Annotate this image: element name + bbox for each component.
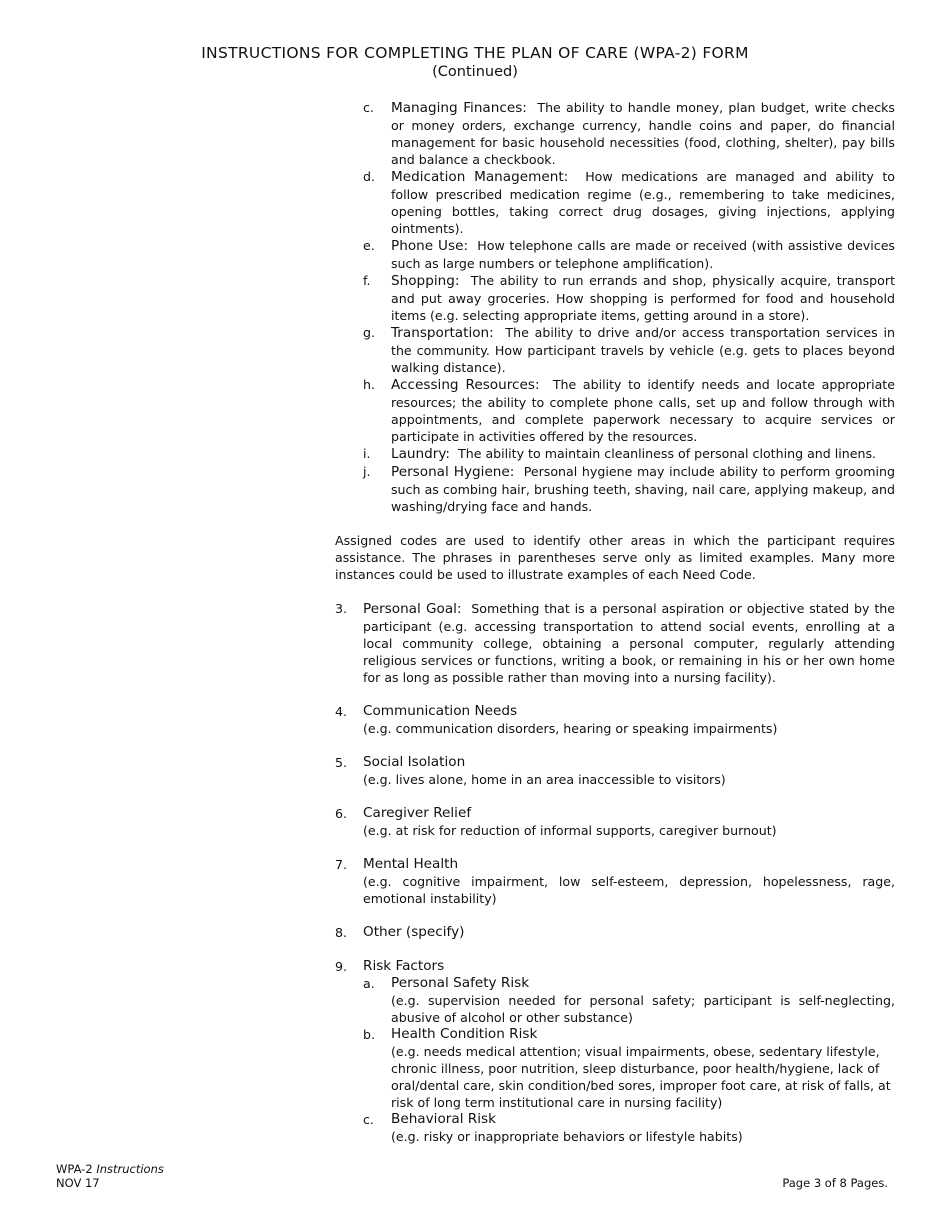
item-text: The ability to drive and/or access transportation services in the community. How participant travels by vehicle (e.g. gets to places beyond walking distance). [391,325,895,375]
item-letter: c. [363,1112,374,1127]
footer-form-id [56,1162,164,1190]
item-label: Medication Management: [391,169,569,185]
list-item [363,324,895,376]
item-example: (e.g. lives alone, home in an area inaccessible to visitors) [363,772,726,787]
item-number: 6. [335,806,348,821]
item-label: Mental Health [363,856,459,872]
item-label: Accessing Resources: [391,377,540,393]
item-number: 7. [335,857,348,872]
page-title: INSTRUCTIONS FOR COMPLETING THE PLAN OF CARE (WPA-2) FORM [201,44,749,62]
risk-subitem [363,1111,895,1145]
item-letter: h. [363,377,375,392]
item-label: Shopping: [391,273,460,289]
item-label: Laundry: [391,446,450,462]
item-text: Something that is a personal aspiration or objective stated by the participant (e.g. accessing transportation to attend social events, enrolling at a local community college, obtaining a personal computer, regularly attending religious services or functions, writing a book, or remaining in his or her own home for as long as possible rather than moving into a nursing facility). [363,601,895,685]
item-example: (e.g. at risk for reduction of informal supports, caregiver burnout) [363,823,777,838]
item-label: Other (specify) [363,924,465,940]
item-text: How medications are managed and ability to follow prescribed medication regime (e.g., remembering to take medicines, opening bottles, taking correct drug dosages, giving injections, applying ointments). [391,169,895,236]
item-label: Behavioral Risk [391,1111,496,1127]
item-label: Personal Goal: [363,601,462,617]
item-label: Personal Safety Risk [391,975,530,991]
item-text: How telephone calls are made or received (with assistive devices such as large numbers or telephone amplification). [391,238,895,271]
item-letter: f. [363,273,371,288]
list-item [363,376,895,445]
numbered-item-6 [335,805,895,839]
item-letter: a. [363,976,375,991]
list-item [363,99,895,168]
numbered-item-8 [335,924,895,941]
item-number: 9. [335,959,348,974]
form-id: WPA-2 [56,1162,93,1176]
numbered-item-4 [335,703,895,737]
risk-subitem [363,975,895,1026]
item-number: 5. [335,755,348,770]
numbered-item-7 [335,856,895,907]
item-label: Managing Finances: [391,100,527,116]
item-text: The ability to maintain cleanliness of personal clothing and linens. [458,446,877,461]
item-example: (e.g. needs medical attention; visual impairments, obese, sedentary lifestyle, chronic illness, poor nutrition, sleep disturbance, poor health/hygiene, lack of oral/dental care, skin condition/bed sores, improper foot care, at risk of falls, at risk of long term institutional care in nursing facility) [391,1044,891,1110]
item-letter: d. [363,169,375,184]
item-letter: j. [363,464,371,479]
item-letter: c. [363,100,374,115]
item-text: The ability to identify needs and locate appropriate resources; the ability to complete phone calls, set up and follow through with appointments, and complete paperwork necessary to acquire services or participate in activities offered by the resources. [391,377,895,444]
list-item [363,237,895,272]
need-list [363,99,895,515]
item-letter: b. [363,1027,375,1042]
item-label: Caregiver Relief [363,805,472,821]
item-example: (e.g. cognitive impairment, low self-esteem, depression, hopelessness, rage, emotional instability) [363,874,895,906]
item-label: Social Isolation [363,754,466,770]
form-label: Instructions [96,1162,164,1176]
item-label: Phone Use: [391,238,469,254]
page-number: Page 3 of 8 Pages. [782,1176,888,1190]
item-number: 3. [335,601,348,616]
item-letter: e. [363,238,375,253]
item-label: Personal Hygiene: [391,464,515,480]
item-number: 8. [335,925,348,940]
item-example: (e.g. supervision needed for personal safety; participant is self-neglecting, abusive of alcohol or other substance) [391,993,895,1025]
risk-subitem [363,1026,895,1111]
item-number: 4. [335,704,348,719]
item-label: Health Condition Risk [391,1026,538,1042]
assigned-codes-paragraph: Assigned codes are used to identify other areas in which the participant requires assistance. The phrases in parentheses serve only as limited examples. Many more instances could be used to illustrate examples of each Need Code. [335,533,895,582]
list-item [363,463,895,515]
form-date: NOV 17 [56,1176,100,1190]
numbered-item-5 [335,754,895,788]
item-example: (e.g. communication disorders, hearing or speaking impairments) [363,721,778,736]
item-text: The ability to run errands and shop, physically acquire, transport and put away groceries. How shopping is performed for food and household items (e.g. selecting appropriate items, getting around in a store). [391,273,896,323]
item-label: Risk Factors [363,958,445,974]
list-item [363,168,895,237]
item-label: Communication Needs [363,703,518,719]
numbered-item-3 [335,600,895,686]
item-text: The ability to handle money, plan budget, write checks or money orders, exchange currency, handle coins and paper, do financial management for basic household necessities (food, clothing, shelter), pay bills and balance a checkbook. [391,100,895,167]
item-text: Personal hygiene may include ability to perform grooming such as combing hair, brushing teeth, shaving, nail care, applying makeup, and washing/drying face and hands. [391,464,895,514]
item-letter: i. [363,446,371,461]
page-subtitle: (Continued) [432,64,518,80]
document-body [335,99,895,1145]
list-item [363,272,895,324]
item-label: Transportation: [391,325,494,341]
list-item [363,445,895,463]
item-example: (e.g. risky or inappropriate behaviors or lifestyle habits) [391,1129,743,1144]
item-letter: g. [363,325,375,340]
numbered-item-9 [335,958,895,1145]
